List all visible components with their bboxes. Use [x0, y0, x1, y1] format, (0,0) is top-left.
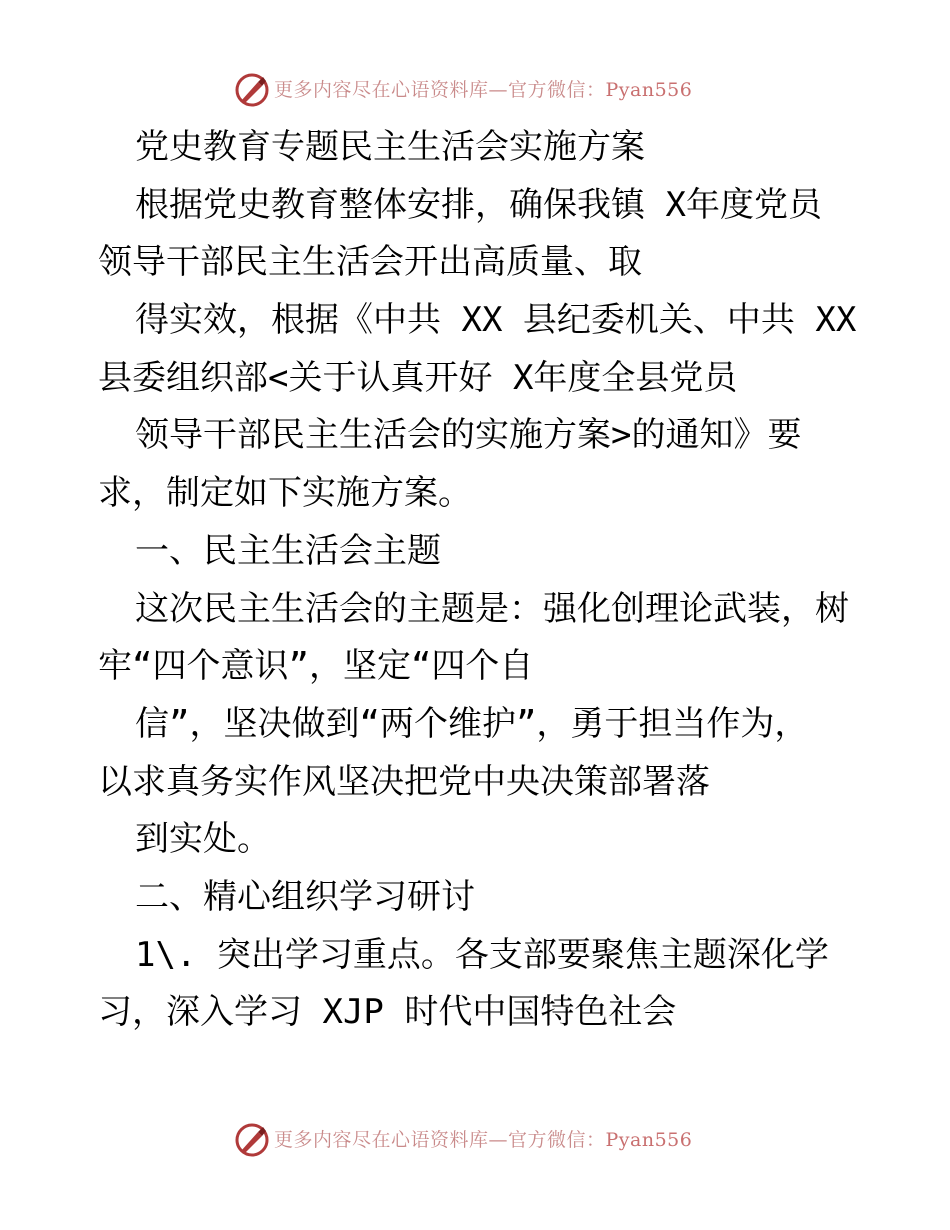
paragraph-line: 以求真务实作风坚决把党中央决策部署落 [98, 761, 710, 802]
section-heading: 二、精心组织学习研讨 [135, 876, 475, 917]
footer-watermark-text: 更多内容尽在心语资料库—官方微信：Pyan556 [274, 1129, 693, 1151]
document-body [98, 123, 858, 1046]
pen-logo-icon [234, 72, 270, 108]
header-watermark [0, 70, 950, 110]
paragraph-line: 根据党史教育整体安排，确保我镇 X年度党员 [135, 184, 822, 225]
document-title: 党史教育专题民主生活会实施方案 [135, 127, 645, 167]
section-heading: 一、民主生活会主题 [135, 530, 441, 571]
paragraph-line: 信”，坚决做到“两个维护”，勇于担当作为， [135, 703, 809, 744]
paragraph-line: 习，深入学习 XJP 时代中国特色社会 [98, 992, 677, 1033]
footer-watermark [0, 1120, 950, 1160]
pen-logo-icon [234, 1122, 270, 1158]
header-watermark-text: 更多内容尽在心语资料库—官方微信：Pyan556 [274, 79, 693, 101]
paragraph-line: 县委组织部<关于认真开好 X年度全县党员 [98, 357, 738, 398]
paragraph-line: 得实效，根据《中共 XX 县纪委机关、中共 XX [135, 300, 857, 341]
paragraph-line: 领导干部民主生活会开出高质量、取 [98, 242, 642, 283]
paragraph-line: 求，制定如下实施方案。 [98, 473, 472, 514]
paragraph-line: 到实处。 [135, 819, 271, 860]
paragraph-line: 牢“四个意识”，坚定“四个自 [98, 646, 534, 687]
paragraph-line: 领导干部民主生活会的实施方案>的通知》要 [135, 415, 802, 456]
paragraph-line: 1\. 突出学习重点。各支部要聚焦主题深化学 [135, 934, 829, 975]
paragraph-line: 这次民主生活会的主题是：强化创理论武装，树 [135, 588, 849, 629]
